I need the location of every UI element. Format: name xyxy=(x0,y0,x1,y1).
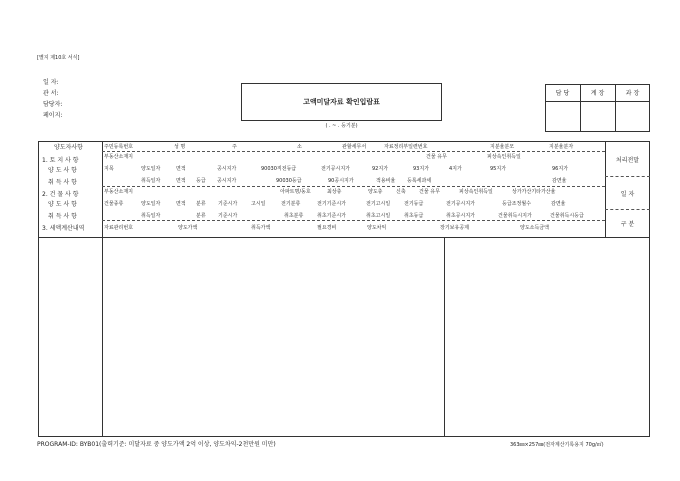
r2b-8: 4지가 xyxy=(449,166,462,172)
r3b-2: 면적 xyxy=(176,201,186,207)
r3a-7: 상가가산기타가산율 xyxy=(512,189,556,195)
approval-clerk: 담 당 xyxy=(555,90,570,97)
r2a-location: 부동산소재지 xyxy=(104,154,133,160)
r3a-2: 최상층 xyxy=(327,189,342,195)
land-acquire: 취 득 사 항 xyxy=(48,179,77,186)
page-title: 고액미달자료 확인입람표 xyxy=(303,98,380,106)
r3a-3: 양도층 xyxy=(368,189,383,195)
r2b-9: 95지가 xyxy=(490,166,507,172)
row-sep xyxy=(102,186,605,187)
building-heading: 2. 건 물 사 항 xyxy=(42,191,79,198)
r4-5: 장기보유공제 xyxy=(440,225,469,231)
r4-0: 자료관리번호 xyxy=(104,225,133,231)
land-heading: 1. 토 지 사 항 xyxy=(42,157,79,164)
footer-program-id: PROGRAM-ID: BYB01(출력기준: 미달자료 중 양도가액 2억 이상, 양도차익-2천만원 미만) xyxy=(37,441,276,448)
r3c-2: 기준시가 xyxy=(218,213,238,219)
r3b-4: 기준시가 xyxy=(218,201,238,207)
r3c-6: 취초등급 xyxy=(404,213,424,219)
land-transfer: 양 도 사 항 xyxy=(48,167,77,174)
r2c-7: 등록세과세 xyxy=(407,178,432,184)
r1-addr1: 주 xyxy=(232,144,237,150)
r4-2: 취득가액 xyxy=(251,225,271,231)
r3b-6: 전기분류 xyxy=(281,201,301,207)
page-label: 페이지: xyxy=(43,112,63,119)
r2c-1: 면적 xyxy=(176,178,186,184)
r2c-6: 적용비율 xyxy=(376,178,396,184)
r2c-3: 공시지가 xyxy=(217,178,237,184)
r3c-3: 취초분류 xyxy=(284,213,304,219)
r3c-9: 건물취득시등급 xyxy=(550,213,584,219)
r3c-8: 건물취득시지가 xyxy=(498,213,532,219)
r3c-1: 분류 xyxy=(196,213,206,219)
r1-serial: 자료정리부일련번호 xyxy=(384,144,428,150)
r3b-5: 고시일 xyxy=(251,201,266,207)
r3a-4: 신축 xyxy=(396,189,406,195)
r3b-3: 분류 xyxy=(196,201,206,207)
r4-6: 양도소득금액 xyxy=(520,225,549,231)
manager-label: 담당자: xyxy=(43,101,63,108)
r2a-inherit: 피상속인취득일 xyxy=(487,154,521,160)
r1-office: 관할세무서 xyxy=(342,144,367,150)
r2b-10: 96지가 xyxy=(552,166,569,172)
building-acquire: 취 득 사 항 xyxy=(48,213,77,220)
r1-addr2: 소 xyxy=(297,144,302,150)
right-date: 일 자 xyxy=(620,190,635,198)
r3c-0: 취득일자 xyxy=(141,213,161,219)
period: ( . ~ . 등기분) xyxy=(325,123,358,129)
approval-divider xyxy=(545,101,650,102)
tax-heading: 3. 세액계산내역 xyxy=(42,225,85,232)
row-sep xyxy=(102,220,605,221)
r3b-8: 전기고시일 xyxy=(366,201,391,207)
r2b-1: 양도일자 xyxy=(141,166,161,172)
r3c-4: 취초기준시가 xyxy=(317,213,346,219)
building-transfer: 양 도 사 항 xyxy=(48,201,77,208)
r3b-11: 등급조정월수 xyxy=(502,201,531,207)
office-label: 관 서: xyxy=(43,90,59,97)
r2b-6: 92지가 xyxy=(372,166,389,172)
r2b-3: 공시지가 xyxy=(217,166,237,172)
footer-paper-spec: 363㎜×257㎜(전자계산기록용지 70g/㎡) xyxy=(510,442,604,448)
r3b-0: 건물종류 xyxy=(104,201,124,207)
left-title: 양도자사항 xyxy=(54,144,83,151)
r3c-7: 취초공시지가 xyxy=(446,213,475,219)
r3b-7: 전기기준시가 xyxy=(317,201,346,207)
r1-name: 성 명 xyxy=(174,144,186,150)
r2b-7: 93지가 xyxy=(413,166,430,172)
r4-1: 양도가액 xyxy=(178,225,198,231)
header-bottom-line xyxy=(38,237,650,238)
r3c-5: 취초고시일 xyxy=(366,213,391,219)
approval-head: 과 장 xyxy=(625,90,640,97)
r3a-1: 아파트명/동호 xyxy=(280,189,311,195)
r4-3: 필요경비 xyxy=(317,225,337,231)
r1-denom: 지분율분모 xyxy=(490,144,515,150)
r2c-5: 90공시지가 xyxy=(328,178,354,184)
r3b-10: 전기공시지가 xyxy=(446,201,475,207)
row-sep xyxy=(102,151,605,152)
r2a-building: 건물 유무 xyxy=(426,154,447,160)
r2c-2: 등급 xyxy=(196,178,206,184)
r2b-0: 지목 xyxy=(104,166,114,172)
r3a-0: 부동산소재지 xyxy=(104,189,133,195)
r3b-12: 감면율 xyxy=(551,201,566,207)
r2b-2: 면적 xyxy=(176,166,186,172)
r3b-9: 전기등급 xyxy=(404,201,424,207)
r2b-5: 전기공시지가 xyxy=(321,166,350,172)
date-label: 일 자: xyxy=(43,79,59,86)
bottom-divider xyxy=(444,237,445,437)
r2c-8: 감면율 xyxy=(552,178,567,184)
r1-jumin: 주민등록번호 xyxy=(104,144,133,150)
right-sep xyxy=(605,209,650,210)
r3b-1: 양도일자 xyxy=(141,201,161,207)
approval-chief: 계 장 xyxy=(590,90,605,97)
r2c-0: 취득일자 xyxy=(141,178,161,184)
right-result: 처리전말 xyxy=(615,156,640,164)
form-id: [별지 제10호 서식] xyxy=(37,55,80,61)
r2b-4: 90030직전등급 xyxy=(261,166,297,172)
r3a-6: 피상속인취득일 xyxy=(459,189,493,195)
right-type: 구 분 xyxy=(620,220,635,228)
r4-4: 양도차익 xyxy=(367,225,387,231)
r2c-4: 90030등급 xyxy=(276,178,302,184)
r3a-5: 건물 유무 xyxy=(419,189,440,195)
r1-numer: 지분율분자 xyxy=(549,144,574,150)
right-sep xyxy=(605,176,650,177)
